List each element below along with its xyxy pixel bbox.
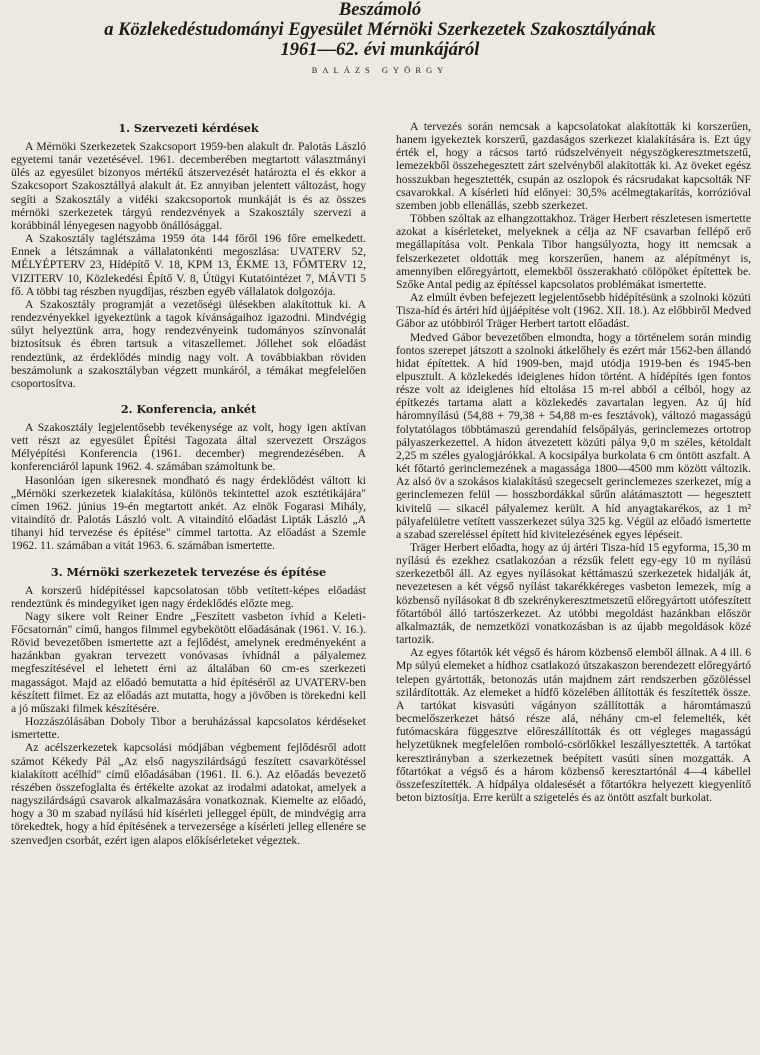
paragraph: A Mérnöki Szerkezetek Szakcsoport 1959-ben alakult dr. Palotás László egyetemi tanár vezetésével. 1961. decemberében megtartott választmányi ülés az egyesület bizonyos mértékű átszervezését határozta el és ekkor a Szakcsoport Szakosztállyá alakult át. Ez annyiban jelentett változást, hogy segíti a Szakosztály a vidéki szakcsoportok munkáját is és az összes mérnöki szerkezetek tárgyú rendezvények a Szakosztály szervezi a korábbinál lényegesen nagyobb önállósággal. — [11, 140, 366, 232]
section-heading: 3. Mérnöki szerkezetek tervezése és építése — [50, 564, 327, 579]
paragraph: Hasonlóan igen sikeresnek mondható és nagy érdeklődést váltott ki „Mérnöki szerkezetek kialakítása, különös tekintettel azok esztétikájára" címen 1962. június 19-én megtartott ankét. Az elnök Fogarasi Mihály, vitaindító dr. Palotás László volt. A vitaindító előadást Lipták László „A tihanyi híd tervezése és építése" címmel tartotta. Az előadást a Szemle 1962. 11. számában a vitát 1963. 6. számában ismertette. — [11, 473, 366, 553]
section-heading: 2. Konferencia, ankét — [120, 401, 257, 416]
paragraph: Az acélszerkezetek kapcsolási módjában végbement fejlődésről adott számot Kékedy Pál „Az első nagyszilárdságú feszített csavarkötéssel kialakított acélhíd" című előadásában (1961. II. 6.). Az előadás bevezető részében összefoglalta és értékelte azokat az irodalmi adatokat, amelyek a nagyszilárdságú csavarok alkalmazására vonatkoznak. Kiemelte az előadó, hogy a 30 m szabad nyílású híd kísérleti jelleggel épült, de mindvégig arra törekedtek, hogy a híd építésének a tervezersége a kísérleti jelleg ellenére se szenvedjen csorbát, ezért igen alapos előkísérleteket végeztek. — [11, 741, 366, 847]
paragraph: A tervezés során nemcsak a kapcsolatokat alakították ki korszerűen, hanem igyekeztek korszerű, gazdaságos szerkezet kialakítására is. Ezt úgy érték el, hogy a rácsos tartó rúdszelvényeit négyszögkeresztmetszetű, lemezekből összehegesztett zárt szelvényből alakították ki. Az öveket egész hosszukban hegesztették, csupán az oszlopok és rácsrudakat kapcsolták NF csavarokkal. A kísérleti híd előnyei: 30,5% acélmegtakarítás, korrózióval szemben jobb ellenállás, szebb szerkezet. — [396, 120, 751, 212]
left-column — [11, 121, 366, 847]
title-line-1: Beszámoló — [338, 0, 422, 20]
paragraph: A Szakosztály taglétszáma 1959 óta 144 főről 196 főre emelkedett. Ennek a létszámnak a vállalatonkénti megoszlása: UVATERV 52, MÉLYÉPTERV 23, Hídépítő V. 18, KPM 13, ÉKME 13, FŐMTERV 12, VIZITERV 10, Közlekedési Építő V. 8, Útügyi Kutatóintézet 7, MÁVTI 5 fő. A többi tag részben nyugdíjas, részben egyéb vállalatok dolgozója. — [11, 232, 366, 298]
paragraph: A Szakosztály legjelentősebb tevékenysége az volt, hogy igen aktívan vett részt az egyesület Építési Tagozata által szervezett Országos Mélyépítési Konferencia (1961. december) megrendezésében. A konferenciáról lapunk 1962. 4. számában számoltunk be. — [11, 420, 366, 474]
paragraph: Az elmúlt évben befejezett legjelentősebb hídépítésünk a szolnoki közúti Tisza-híd és ártéri híd újjáépítése volt (1962. XII. 18.). Az előbbiről Medved Gábor az utóbbiról Träger Herbert tartott előadást. — [396, 291, 751, 331]
paragraph: A Szakosztály programját a vezetőségi ülésekben alakítottuk ki. A rendezvényekkel igyekeztünk a tagok kívánságaihoz igazodni. Mindvégig súlyt helyeztünk arra, hogy rendezvényeink tudományos színvonalát biztosítsuk és ébren tartsuk a vitaszellemet. Jóllehet sok előadást rendeztünk, az érdeklődés mindig nagy volt. A továbbiakban röviden beszámolunk a szakosztályban végzett munkáról, a témákat megfelelően csoportosítva. — [11, 297, 366, 390]
section-heading: 1. Szervezeti kérdések — [118, 121, 259, 135]
paragraph: Nagy sikere volt Reiner Endre „Feszített vasbeton ívhíd a Keleti-Főcsatornán" című, hangos filmmel egybekötött előadásának (1961. V. 16.). Rövid bevezetőben ismertette azt a fejlődést, amelynek eredményeként a hazánkban gyakran tervezett vonóvasas ívhídnál a pályalemez megfeszítésével el lehetett érni az általában 60 cm-es szerkezeti magasságot. Majd az előadó bemutatta a híd építéséről az UVATERV-ben készített filmet. Ez az előadás azt mutatta, hogy a jövőben is törekedni kell a jó műszaki filmek készítésére. — [11, 609, 366, 715]
paragraph: Többen szóltak az elhangzottakhoz. Träger Herbert részletesen ismertette azokat a kísérleteket, melyeknek a célja az NF csavarban fellépő erő megállapítása volt. Penkala Tibor hangsúlyozta, hogy itt nemcsak a felszerkezetet oldották meg korszerűen, hanem az alépítményt is, amennyiben előregyártott, elemekből összerakható cölöpöket építettek be. Szőke Antal pedig az építéssel kapcsolatos problémákat ismertette. — [396, 212, 751, 291]
right-column — [396, 120, 751, 804]
paragraph: Träger Herbert előadta, hogy az új ártéri Tisza-híd 15 egyforma, 15,30 m nyílású és ezekhez csatlakozóan a rézsűk felett egy-egy 10 m nyílású szerkezetből áll. Az egyes nyílásokat kéttámaszú szerkezetek hidalják át, nevezetesen a két végső nyílást takarékkéreges vasbeton lemezek, míg a közbenső nyílásokat 8 db szekrénykeresztmetszetű előregyártott utófeszített főtartóból álló tartószerkezet. Az utóbbi megoldást hazánkban először alkalmazták, de nemzetközi vonatkozásban is az újabb megoldások közé tartozik. — [396, 541, 751, 647]
title-line-2: a Közlekedéstudományi Egyesület Mérnöki Szerkezetek Szakosztályának — [104, 20, 656, 40]
paragraph: Medved Gábor bevezetőben elmondta, hogy a történelem során mindig fontos szerepet játszott a szolnoki átkelőhely és ezért már 1562-ben állandó hidat építettek. A híd 1909-ben, majd utódja 1919-ben és 1945-ben elpusztult. A közlekedés ideiglenes hídon történt. A hídépítés igen fontos része volt az ideiglenes híd eltolása 15 m-rel abból a célból, hogy az építkezés tartama alatt a közlekedés zavartalan legyen. Az új híd háromnyílású (54,88 + 79,38 + 54,88 m-es fesztávok), változó magasságú folytatólagos többtámaszú gerendahíd felsőpályás, gerinclemezes ortotrop pályaszerkezettel. A hídon átvezetett közúti pálya 9,0 m széles, kétoldalt 2,25 m széles gyalogjárókkal. A kocsipálya burkolata 6 cm öntött aszfalt. A két főtartó gerinclemezének a magassága 1800—4500 mm között változik. Az alsó öv a szokásos kialakítású szegecselt gerinclemezes szerkezet, míg a gerinclemezen felül — hosszbordákkal sűrűn alátámasztott — hegesztett kivitelű — sikacél pályalemez került. A híd anyagtakarékos, az 1 m² pályafelületre vetített vasszerkezet súlya 325 kg. Végül az előadó ismertette a szabad szereléssel épített híd kivitelezésének egyes lépéseit. — [396, 330, 751, 541]
article-header — [0, 0, 760, 75]
paragraph: Hozzászólásában Doboly Tibor a beruházással kapcsolatos kérdéseket ismertette. — [11, 715, 366, 742]
paragraph: Az egyes főtartók két végső és három közbenső elemből állnak. A 4 ill. 6 Mp súlyú elemeket a hídhoz csatlakozó útszakaszon berendezett előregyártó telepen gyártották, betonozás után majdnem zárt rendszerben gőzöléssel szilárdították. Az elemeket a hídfő közelében állították és feszítették össze. A tartókat kisvasúti vágányon szállították a háromtámaszú becmelőszerkezet hátsó része alá, néhány cm-el felemelték, két futómacskára függesztve előreszállították és ott végleges magasságú helyzetüknek megfelelően romboló-csörlőkkel leszállyesztették. A tartókat keresztirányban a szerkezetnek beépített vasúti sínen mozgatták. A főtartókat a végső és a három közbenső keresztartónál 4—4 kábellel összefeszítették. A hídpálya oldalesését a főtartókra helyezett kiegyenlítő beton biztosítja. Erre került a szigetelés és az öntött aszfalt burkolat. — [396, 646, 751, 804]
author-byline: BALÁZS GYÖRGY — [311, 65, 449, 75]
title-line-3: 1961—62. évi munkájáról — [280, 40, 480, 60]
paragraph: A korszerű hídépítéssel kapcsolatosan több vetített-képes előadást rendeztünk és mindegyiket igen nagy érdeklődés előzte meg. — [11, 583, 366, 610]
